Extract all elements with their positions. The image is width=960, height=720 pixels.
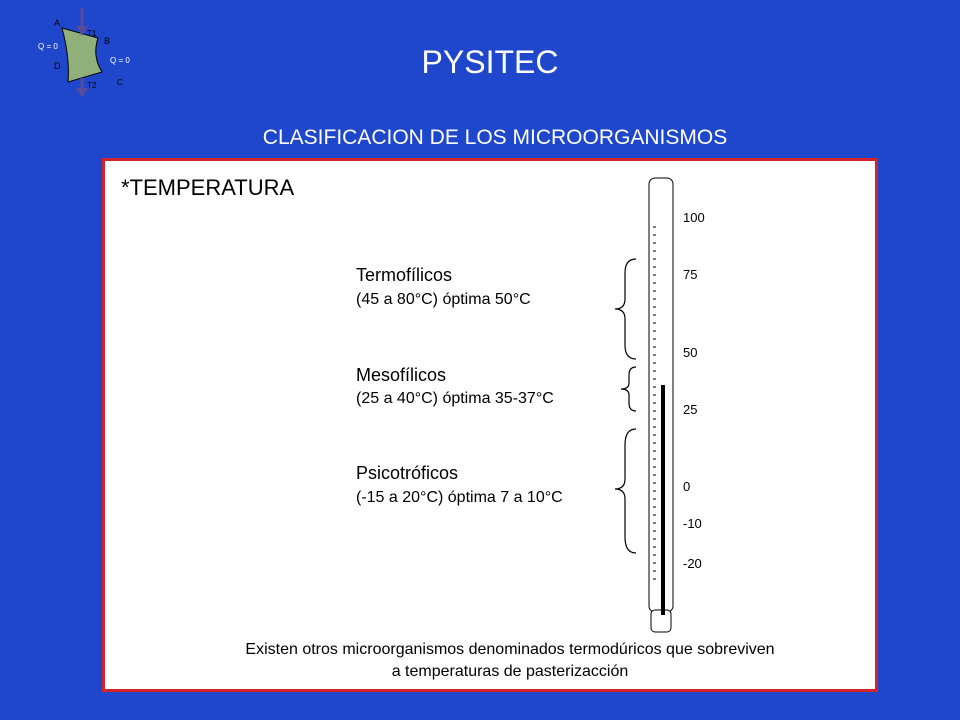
brace-psicotroficos <box>615 429 636 553</box>
content-panel <box>102 158 878 692</box>
scale-label: 50 <box>683 345 698 360</box>
category-range-psicotroficos: (-15 a 20°C) óptima 7 a 10°C <box>356 489 563 506</box>
footnote <box>105 639 915 683</box>
scale-label: -20 <box>683 556 702 571</box>
section-title: *TEMPERATURA <box>121 175 295 200</box>
footnote-line-1: Existen otros microorganismos denominados termodúricos que sobreviven <box>245 641 775 658</box>
page-subtitle: CLASIFICACION DE LOS MICROORGANISMOS <box>262 126 728 149</box>
brace-termofilicos <box>615 259 636 359</box>
footnote-line-2: a temperaturas de pasterizacción <box>391 663 629 680</box>
scale-label: -10 <box>683 516 702 531</box>
page-title: PYSITEC <box>421 44 559 80</box>
category-name-termofilicos: Termofílicos <box>356 265 453 285</box>
scale-label: 25 <box>683 402 698 417</box>
logo-label-q-left: Q = 0 <box>38 42 58 51</box>
category-range-termofilicos: (45 a 80°C) óptima 50°C <box>356 291 531 308</box>
logo-label-c: C <box>117 78 123 87</box>
logo-label-q-right: Q = 0 <box>110 56 130 65</box>
category-range-mesofilicos: (25 a 40°C) óptima 35-37°C <box>356 390 554 407</box>
scale-label: 0 <box>683 479 691 494</box>
thermometer-figure <box>105 161 875 689</box>
brace-mesofilicos <box>621 367 636 411</box>
logo-label-t2: T2 <box>87 81 97 90</box>
category-name-psicotroficos: Psicotróficos <box>356 463 459 483</box>
logo-label-a: A <box>54 18 61 28</box>
logo-label-b: B <box>104 36 111 46</box>
scale-label: 75 <box>683 267 698 282</box>
scale-label: 100 <box>683 210 705 225</box>
logo-label-d: D <box>54 61 61 71</box>
logo-label-t1: T1 <box>87 29 97 38</box>
category-name-mesofilicos: Mesofílicos <box>356 365 447 385</box>
